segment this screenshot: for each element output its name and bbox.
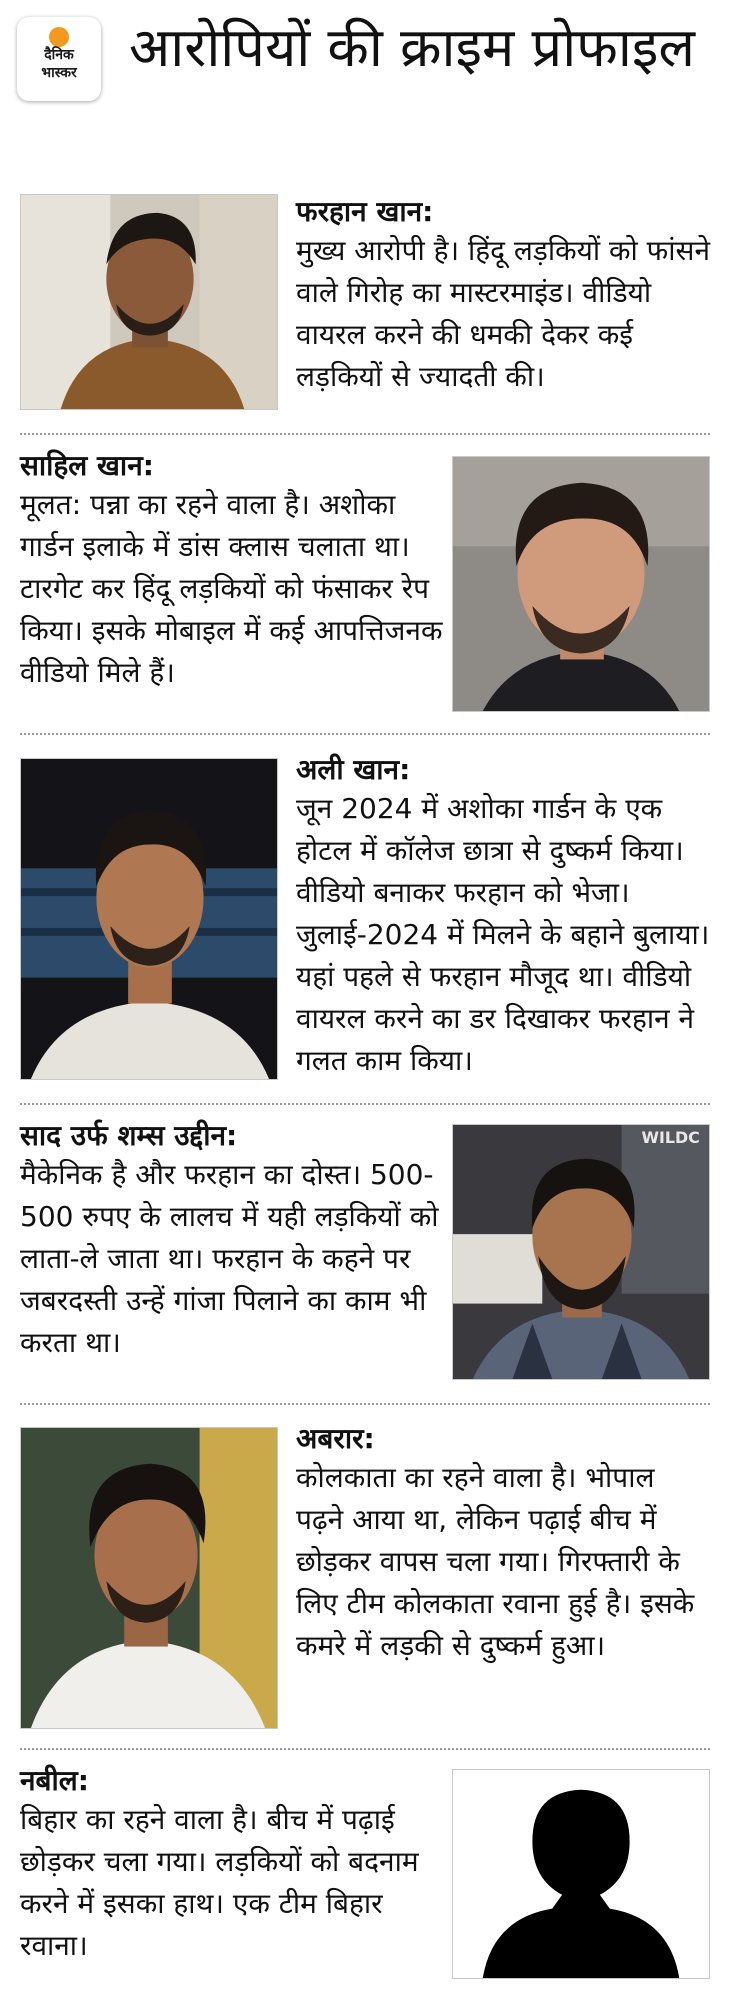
person-photo-icon bbox=[453, 1125, 709, 1379]
profile-description: बिहार का रहने वाला है। बीच में पढ़ाई छोड़कर चला गया। लड़कियों को बदनाम करने में इसका हाथ। एक टीम बिहार रवाना। bbox=[20, 1803, 419, 1962]
logo-line-1: दैनिक bbox=[44, 47, 74, 63]
profile-text bbox=[296, 1421, 710, 1667]
photo-sahil bbox=[452, 456, 710, 712]
photo-farhan bbox=[20, 194, 278, 410]
person-photo-icon bbox=[453, 457, 709, 711]
profile-description: मैकेनिक है और फरहान का दोस्त। 500-500 रुपए के लालच में यही लड़कियों को लाता-ले जाता था। फरहान के कहने पर जबरदस्ती उन्हें गांजा पिलाने का काम भी करता था। bbox=[20, 1158, 439, 1359]
profile-saad bbox=[20, 1118, 710, 1380]
profile-name: साद उर्फ शम्स उद्दीन: bbox=[20, 1119, 238, 1152]
profile-text bbox=[20, 448, 445, 694]
profile-name: नबील: bbox=[20, 1764, 89, 1797]
divider bbox=[20, 733, 710, 735]
divider bbox=[20, 1403, 710, 1405]
profile-text bbox=[296, 752, 710, 1082]
profile-text bbox=[296, 194, 710, 398]
profile-sahil bbox=[20, 448, 710, 706]
sun-icon bbox=[49, 27, 69, 47]
person-silhouette-icon bbox=[453, 1770, 709, 1978]
photo-nabeel-placeholder bbox=[452, 1769, 710, 1979]
profile-name: साहिल खान: bbox=[20, 449, 154, 482]
profile-abrar bbox=[20, 1421, 710, 1737]
page-title: आरोपियों की क्राइम प्रोफाइल bbox=[129, 16, 695, 79]
divider bbox=[20, 1103, 710, 1105]
photo-abrar bbox=[20, 1427, 278, 1729]
divider bbox=[20, 1748, 710, 1750]
profile-text bbox=[20, 1763, 445, 1967]
profile-nabeel bbox=[20, 1763, 710, 1993]
person-photo-icon bbox=[21, 1428, 277, 1728]
profile-description: मूलत: पन्ना का रहने वाला है। अशोका गार्डन इलाके में डांस क्लास चलाता था। टारगेट कर हिंदू लड़कियों को फंसाकर रेप किया। इसके मोबाइल में कई आपत्तिजनक वीडियो मिले हैं। bbox=[20, 488, 443, 689]
profile-description: कोलकाता का रहने वाला है। भोपाल पढ़ने आया था, लेकिन पढ़ाई बीच में छोड़कर वापस चला गया। गिरफ्तारी के लिए टीम कोलकाता रवाना हुई है। इसके कमरे में लड़की से दुष्कर्म हुआ। bbox=[296, 1461, 695, 1662]
profile-farhan bbox=[20, 194, 710, 410]
photo-ali bbox=[20, 758, 278, 1080]
photo-saad bbox=[452, 1124, 710, 1380]
person-photo-icon bbox=[21, 759, 277, 1079]
logo-line-2: भास्कर bbox=[41, 65, 77, 81]
profile-name: फरहान खान: bbox=[296, 195, 434, 228]
divider bbox=[20, 433, 710, 435]
profile-text bbox=[20, 1118, 445, 1364]
person-photo-icon bbox=[21, 195, 277, 409]
dainik-bhaskar-logo[interactable] bbox=[17, 17, 101, 101]
photo-sign-text: WILDC bbox=[641, 1127, 700, 1147]
profile-name: अली खान: bbox=[296, 753, 411, 786]
profile-description: जून 2024 में अशोका गार्डन के एक होटल में कॉलेज छात्रा से दुष्कर्म किया। वीडियो बनाकर फरहान को भेजा। जुलाई-2024 में मिलने के बहाने बुलाया। यहां पहले से फरहान मौजूद था। वीडियो वायरल करने का डर दिखाकर फरहान ने गलत काम किया। bbox=[296, 792, 710, 1077]
profile-ali bbox=[20, 752, 710, 1088]
profile-name: अबरार: bbox=[296, 1422, 375, 1455]
profile-description: मुख्य आरोपी है। हिंदू लड़कियों को फांसने वाले गिरोह का मास्टरमाइंड। वीडियो वायरल करने की धमकी देकर कई लड़कियों से ज्यादती की। bbox=[296, 234, 710, 393]
